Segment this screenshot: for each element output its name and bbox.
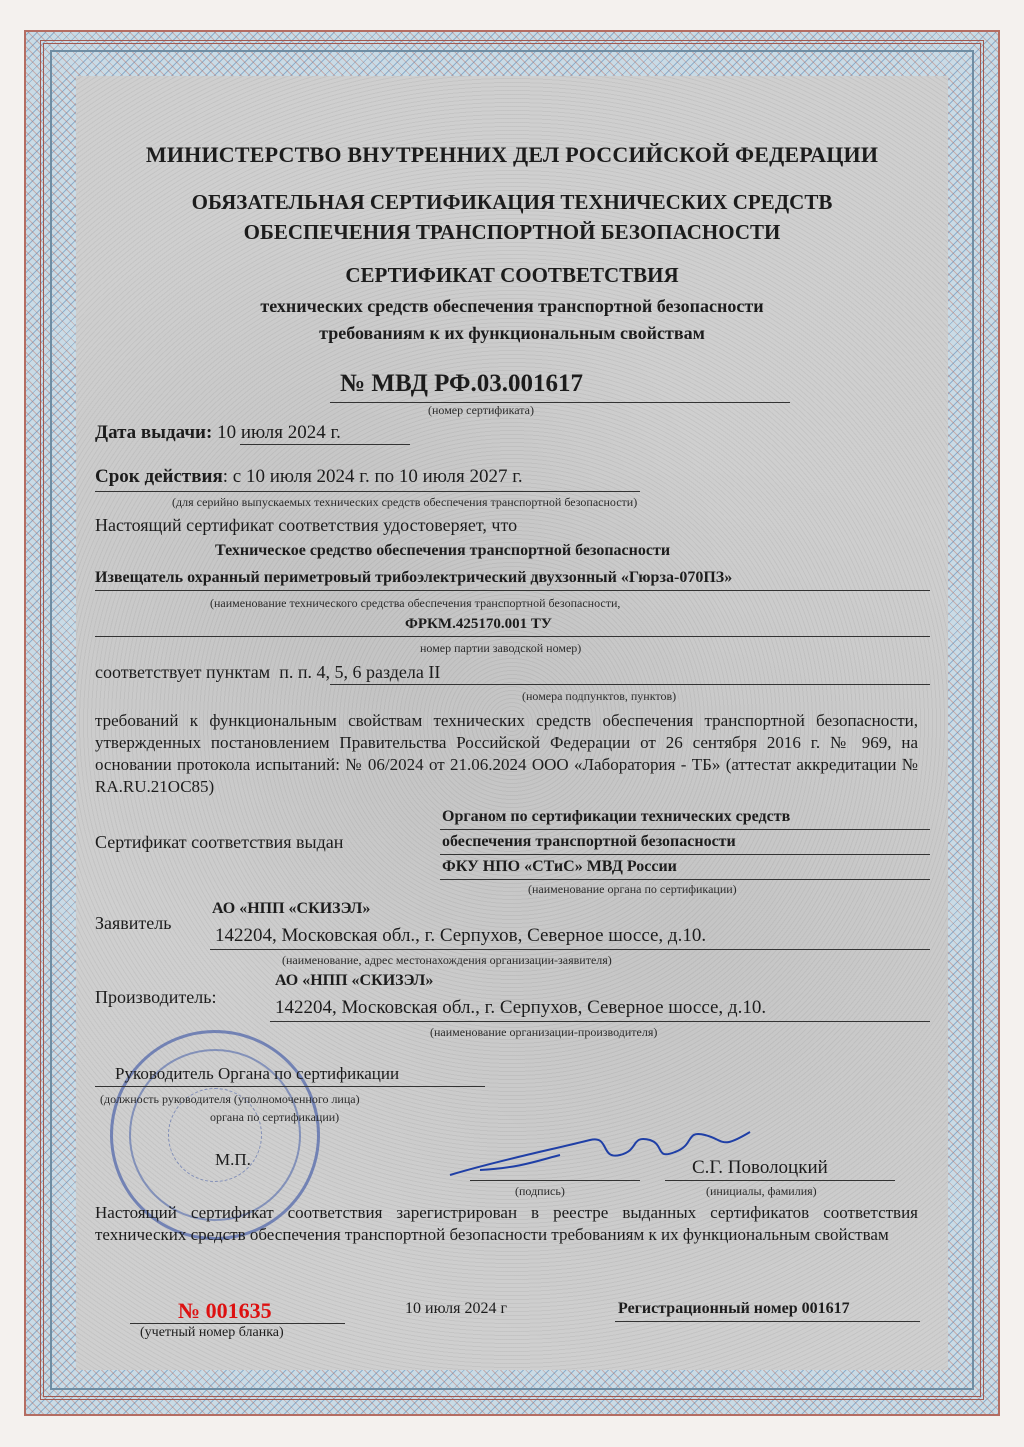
divider <box>130 1323 345 1324</box>
product-category: Техническое средство обеспечения транспортной безопасности <box>215 542 671 559</box>
divider <box>95 590 930 591</box>
divider <box>470 1180 640 1181</box>
validity-value: : с 10 июля 2024 г. по 10 июля 2027 г. <box>222 466 523 487</box>
validity-label: Срок действия <box>95 466 223 487</box>
caption-signatory-name: (инициалы, фамилия) <box>706 1184 817 1198</box>
signatory-position: Руководитель Органа по сертификации <box>115 1064 400 1083</box>
caption-spec: номер партии заводской номер) <box>420 641 582 655</box>
divider <box>270 1021 930 1022</box>
divider <box>330 684 930 685</box>
issue-date-label: Дата выдачи: <box>95 422 213 443</box>
compliance-label: соответствует пунктам <box>95 662 271 682</box>
manufacturer-label: Производитель: <box>95 987 217 1007</box>
applicant-label: Заявитель <box>95 913 172 933</box>
validity-row <box>95 466 523 488</box>
caption-applicant: (наименование, адрес местонахождения организации-заявителя) <box>282 953 612 967</box>
subtitle-line1: технических средств обеспечения транспортной безопасности <box>260 296 764 316</box>
cert-system-line1: ОБЯЗАТЕЛЬНАЯ СЕРТИФИКАЦИЯ ТЕХНИЧЕСКИХ СРЕДСТВ <box>191 190 833 214</box>
manufacturer-address: 142204, Московская обл., г. Серпухов, Северное шоссе, д.10. <box>275 997 767 1018</box>
document-title: СЕРТИФИКАТ СООТВЕТСТВИЯ <box>345 263 679 287</box>
divider <box>440 854 930 855</box>
divider <box>440 829 930 830</box>
caption-signature: (подпись) <box>515 1184 565 1198</box>
issuer-label: Сертификат соответствия выдан <box>95 832 344 852</box>
applicant-address: 142204, Московская обл., г. Серпухов, Северное шоссе, д.10. <box>215 925 707 946</box>
caption-certificate-number: (номер сертификата) <box>428 403 534 417</box>
registration-number: Регистрационный номер 001617 <box>618 1300 850 1317</box>
applicant-name: АО «НПП «СКИЗЭЛ» <box>212 900 371 917</box>
caption-form-number: (учетный номер бланка) <box>140 1325 284 1340</box>
registry-date: 10 июля 2024 г <box>405 1300 508 1317</box>
divider <box>240 444 410 445</box>
divider <box>95 491 640 492</box>
certifies-intro: Настоящий сертификат соответствия удостоверяет, что <box>95 515 518 535</box>
caption-issuer: (наименование органа по сертификации) <box>528 882 737 896</box>
seal-label: М.П. <box>215 1150 251 1169</box>
subtitle-line2: требованиям к их функциональным свойствам <box>319 323 705 343</box>
compliance-row <box>95 662 440 683</box>
issuer-line1: Органом по сертификации технических средств <box>442 808 791 825</box>
divider <box>95 1086 485 1087</box>
issuer-line2: обеспечения транспортной безопасности <box>442 833 736 850</box>
registry-text: Настоящий сертификат соответствия зарегистрирован в реестре выданных сертификатов соответствия технических средств обеспечения транспортной безопасности требованиям к их функциональным свойствам <box>95 1203 918 1244</box>
caption-position-2: органа по сертификации) <box>210 1110 340 1124</box>
compliance-items: п. п. 4, 5, 6 раздела II <box>279 662 441 682</box>
issue-date-row <box>95 422 341 444</box>
issue-date-value: 10 июля 2024 г. <box>217 422 341 443</box>
product-name: Извещатель охранный периметровый трибоэлектрический двухзонный «Гюрза-070ПЗ» <box>95 569 733 586</box>
caption-validity: (для серийно выпускаемых технических средств обеспечения транспортной безопасности) <box>172 495 638 509</box>
divider <box>330 402 790 403</box>
manufacturer-name: АО «НПП «СКИЗЭЛ» <box>275 972 434 989</box>
compliance-text: требований к функциональным свойствам технических средств обеспечения транспортной безопасности, утвержденных постановлением Правительства Российской Федерации от 26 сентября 2016 г. № 969, на основании протокола испытаний: № 06/2024 от 21.06.2024 ООО «Лаборатория - ТБ» (аттестат аккредитации № RA.RU.21ОС85) <box>95 711 918 796</box>
divider <box>440 879 930 880</box>
product-spec: ФРКМ.425170.001 ТУ <box>405 616 552 632</box>
caption-product-name: (наименование технического средства обеспечения транспортной безопасности, <box>210 596 621 610</box>
divider <box>95 636 930 637</box>
caption-position-1: (должность руководителя (уполномоченного лица) <box>100 1092 360 1106</box>
form-number: № 001635 <box>178 1298 272 1323</box>
issuer-line3: ФКУ НПО «СТиС» МВД России <box>442 858 677 875</box>
caption-manufacturer: (наименование организации-производителя) <box>430 1025 658 1039</box>
ministry-title: МИНИСТЕРСТВО ВНУТРЕННИХ ДЕЛ РОССИЙСКОЙ ФЕДЕРАЦИИ <box>145 142 879 167</box>
divider <box>665 1180 895 1181</box>
divider <box>615 1321 920 1322</box>
signatory-name: С.Г. Поволоцкий <box>692 1157 828 1178</box>
divider <box>210 949 930 950</box>
certificate-number: № МВД РФ.03.001617 <box>340 370 583 397</box>
cert-system-line2: ОБЕСПЕЧЕНИЯ ТРАНСПОРТНОЙ БЕЗОПАСНОСТИ <box>243 220 781 244</box>
caption-compliance-items: (номера подпунктов, пунктов) <box>522 689 677 703</box>
